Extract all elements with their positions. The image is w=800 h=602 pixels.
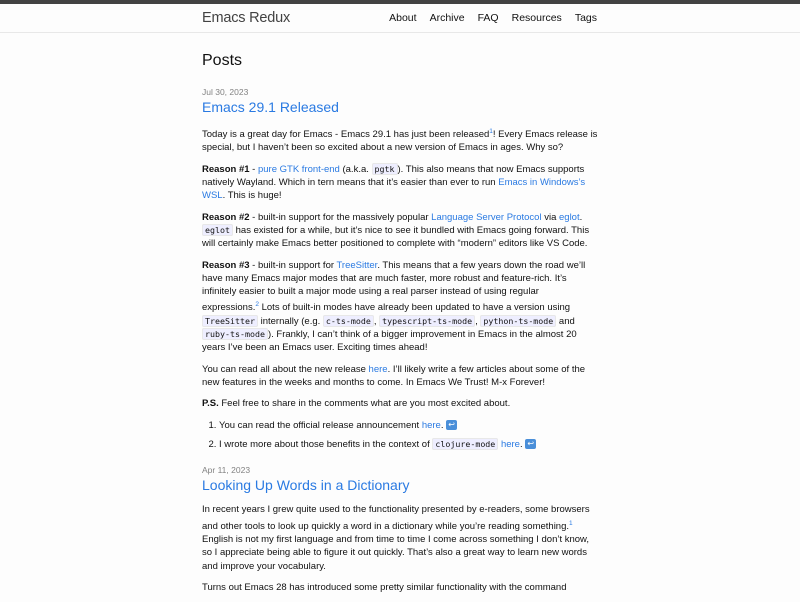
post-paragraph [202,163,598,203]
inline-code: typescript-ts-mode [379,315,475,327]
footnote-item [219,438,598,451]
post-paragraph [202,397,598,410]
main-nav [389,12,597,24]
inline-code: TreeSitter [202,315,258,327]
post-paragraph [202,259,598,355]
treesitter-link[interactable]: TreeSitter [336,259,378,271]
post-title [202,477,598,493]
site-header [0,4,800,33]
main-content [202,52,598,602]
lsp-link[interactable]: Language Server Protocol [431,211,542,223]
inline-code: ruby-ts-mode [202,328,268,340]
text: . [440,419,447,431]
text: via [541,211,559,223]
post-title [202,99,598,115]
footnotes-list [219,419,598,452]
post-item [202,87,598,451]
post-paragraph [202,363,598,390]
post-paragraph [202,125,598,155]
text: English is not my first language and from time to time I come across something I don’t know, so I appreciate being able to figure it out quickly. That’s also a great way to learn new words and improve your vocabulary. [202,534,590,572]
announcement-link[interactable]: here [421,419,441,431]
inline-code: clojure-mode [432,438,498,450]
nav-about[interactable]: About [389,12,417,24]
text: , [373,315,380,327]
text: You can read all about the new release [202,363,369,375]
post-paragraph: Turns out Emacs 28 has introduced some pretty similar functionality with the command [202,581,567,593]
text: internally (e.g. [257,315,323,327]
clojure-mode-link[interactable]: here [500,438,520,450]
text: I wrote more about those benefits in the context of [219,438,433,450]
reason-label: Reason #3 [202,259,250,271]
text: has existed for a while, but it’s nice to see it bundled with Emacs going forward. This will certainly make Emacs better positioned to complete with “modern” editors like VS Code. [202,224,590,250]
text: - built-in support for the massively popular [249,211,432,223]
text: Today is a great day for Emacs - Emacs 29.1 has just been released [202,129,490,141]
nav-resources[interactable]: Resources [511,12,562,24]
nav-faq[interactable]: FAQ [477,12,499,24]
inline-code: eglot [202,224,233,236]
text: - [249,163,258,175]
gtk-link[interactable]: pure GTK front-end [257,163,340,175]
footnote-ref-link[interactable]: 1 [489,128,493,135]
post-date: Jul 30, 2023 [202,87,249,97]
eglot-link[interactable]: eglot [559,211,580,223]
reason-label: Reason #1 [202,163,250,175]
text: ). This also means that now Emacs supports natively Wayland. Which in tern means that it’s easier than ever to run [202,163,585,189]
text: Lots of built-in modes have already been updated to have a version using [258,302,571,314]
text: , [475,315,481,327]
post-item [202,465,598,594]
inline-code: pgtk [372,163,398,175]
page-title: Posts [202,52,243,69]
text: (a.k.a. [339,163,372,175]
text: . [519,438,526,450]
site-title-link[interactable]: Emacs Redux [202,10,291,26]
back-arrow-icon[interactable]: ↩ [525,439,536,449]
text: . [579,211,583,223]
text: . This is huge! [222,190,282,202]
reason-label: Reason #2 [202,211,250,223]
inline-code: c-ts-mode [323,315,374,327]
post-date: Apr 11, 2023 [202,465,251,476]
footnote-ref-link[interactable]: 1 [569,519,573,527]
nav-archive[interactable]: Archive [429,12,465,24]
back-arrow-icon[interactable]: ↩ [446,420,457,430]
text: and [556,315,575,327]
ps-label: P.S. [202,398,219,410]
inline-code: python-ts-mode [480,315,556,327]
text: . I’ll likely write a few articles about some of the new features in the weeks and months to come. In Emacs We Trust! M-x Forever! [202,363,586,389]
text: In recent years I grew quite used to the functionality presented by e-readers, some browsers and other tools to look up quickly a word in a dictionary while you’re reading something. [202,504,590,532]
footnote-ref-link[interactable]: 2 [255,301,259,309]
release-link[interactable]: here [368,363,388,375]
text: You can read the official release announcement [219,419,422,431]
footnote-item [219,419,598,432]
nav-tags[interactable]: Tags [574,12,597,24]
text: ! Every Emacs release is special, but I haven’t been so excited about a new version of Emacs in ages. Why so? [202,129,598,154]
wsl-link[interactable]: Emacs in Windows’s WSL [202,177,586,202]
text: Feel free to share in the comments what are you most excited about. [218,398,511,410]
post-paragraph [202,211,598,251]
text: ). Frankly, I can’t think of a bigger improvement in Emacs in the almost 20 years I’ve been an Emacs user. Exciting times ahead! [202,329,577,354]
text: - built-in support for [249,259,337,271]
text: . This means that a few years down the road we’ll have many Emacs major modes that are much faster, more robust and feature-rich. It’s infinitely easier to built a major mode using a real parser instead of using regular expressions. [202,259,586,314]
post-paragraph [202,503,598,573]
post-title-link[interactable]: Looking Up Words in a Dictionary [202,477,410,494]
post-title-link[interactable]: Emacs 29.1 Released [202,99,339,115]
